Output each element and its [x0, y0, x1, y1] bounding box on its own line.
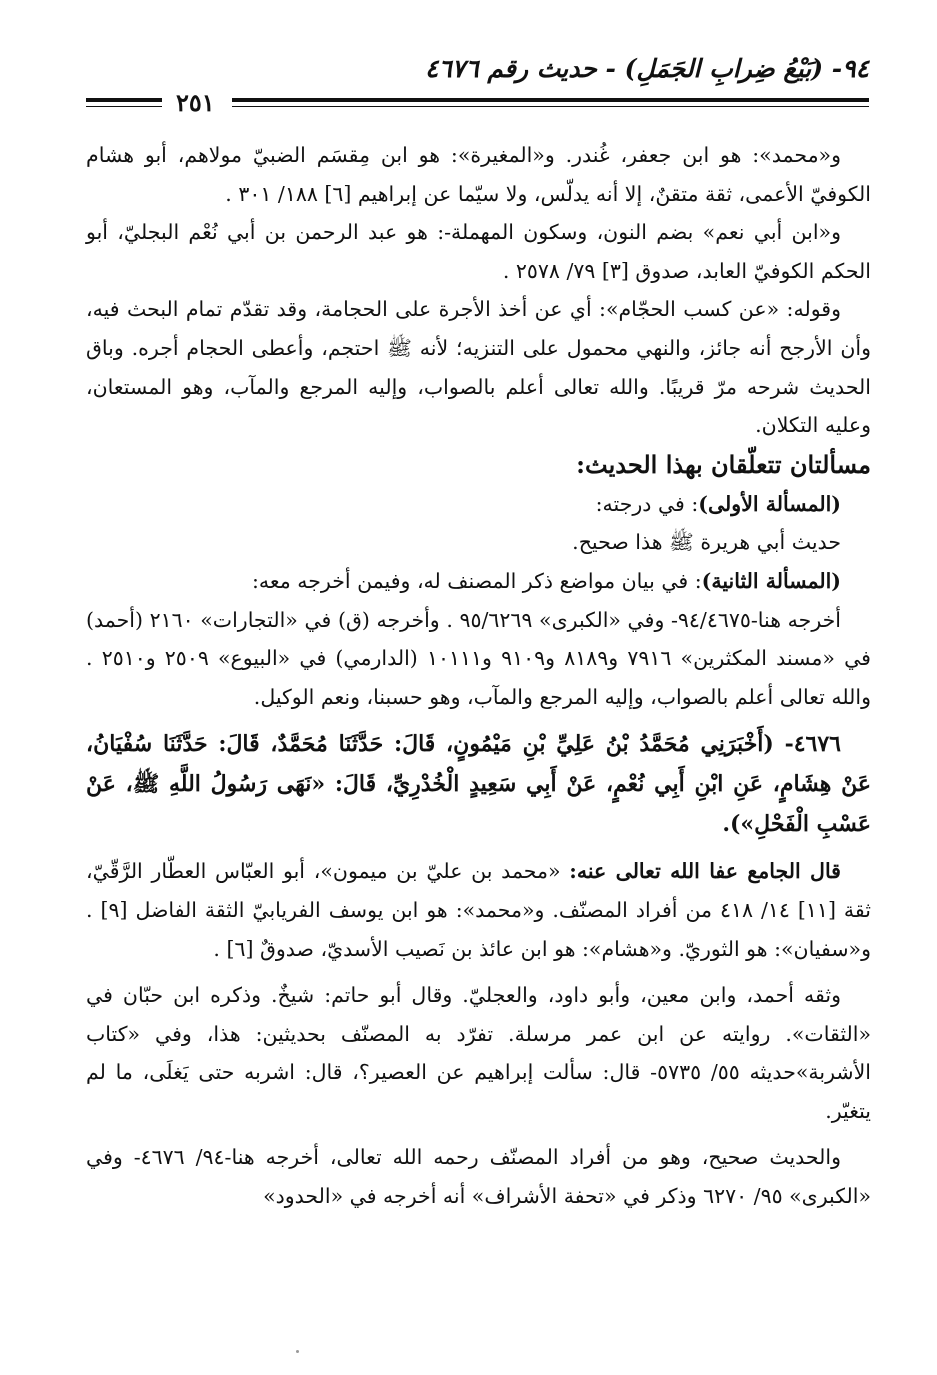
section-heading: مسألتان تتعلّقان بهذا الحديث:: [576, 449, 871, 479]
header-rule-left-thin: [86, 106, 162, 107]
question-two-rest: : في بيان مواضع ذكر المصنف له، وفيمن أخرجه معه:: [251, 568, 702, 593]
scan-speck: [296, 1350, 299, 1353]
jami-commentary: [86, 852, 871, 968]
running-title: ٩٤- (بَيْعُ ضِرابِ الجَمَلِ) - حديث رقم ٤٦٧٦: [424, 54, 869, 83]
question-one-line: [86, 485, 871, 524]
hadith-text: ٤٦٧٦- (أَخْبَرَنِي مُحَمَّدُ بْنُ عَلِيِّ بْنِ مَيْمُونٍ، قَالَ: حَدَّثَنَا مُحَمَّدٌ، قَالَ: حَدَّثَنَا سُفْيَانُ، عَنْ هِشَامٍ، عَنِ ابْنِ أَبِي نُعْمٍ، عَنْ أَبِي سَعِيدٍ الْخُدْرِيِّ، قَالَ: «نَهَى رَسُولُ اللَّهِ ﷺ، عَنْ عَسْبِ الْفَحْلِ»).: [86, 731, 871, 838]
paragraph-kasb-alhajjam: وقوله: «عن كسب الحجّام»: أي عن أخذ الأجرة على الحجامة، وقد تقدّم تمام البحث فيه، وأن الأرجح أنه جائز، والنهي محمول على التنزيه؛ لأنه ﷺ احتجم، وأعطى الحجام أجره. وباق الحديث شرحه مرّ قريبًا. والله تعالى أعلم بالصواب، وإليه المرجع والمآب، وهو المستعان، وعليه التكلان.: [86, 297, 871, 438]
paragraph-ibn-abi-num: و«ابن أبي نعم» بضم النون، وسكون المهملة-: هو عبد الرحمن بن أبي نُعْم البجليّ، أبو الحكم الكوفيّ العابد، صدوق [٣] ٧٩/ ٢٥٧٨ .: [86, 220, 871, 283]
jami-label: قال الجامع عفا الله تعالى عنه:: [569, 859, 841, 884]
page-header: [86, 48, 869, 117]
header-rule-left-thick: [86, 98, 162, 102]
header-rule-thick: [232, 98, 869, 102]
page-number: ٢٥١: [168, 90, 223, 116]
question-two-text: أخرجه هنا-٩٤/٤٦٧٥- وفي «الكبرى» ٩٥/٦٢٦٩ . وأخرجه (ق) في «التجارات» ٢١٦٠ (أحمد) في «مسند المكثرين» ٧٩١٦ و٨١٨٩ و٩١٠٩ و١٠١١١ (الدارمي) في «البيوع» ٢٥٠٩ و٢٥١٠ . والله تعالى أعلم بالصواب، وإليه المرجع والمآب، وهو حسبنا، ونعم الوكيل.: [86, 607, 871, 709]
header-rule-thin: [232, 106, 869, 107]
question-two-line: [86, 562, 871, 601]
question-two-label: (المسألة الثانية): [701, 568, 841, 593]
paragraph-tawthiq: وثقه أحمد، وابن معين، وأبو داود، والعجليّ. وقال أبو حاتم: شيخٌ. وذكره ابن حبّان في «الثقات». روايته عن ابن عمر مرسلة. تفرّد به المصنّف بحديثين: هذا، وفي «كتاب الأشربة»حديثه ٥٥/ ٥٧٣٥- قال: سألت إبراهيم عن العصير؟، قال: اشربه حتى يَغلَى، ما لم يتغيّر.: [86, 983, 871, 1123]
jami-text: «محمد بن عليّ بن ميمون»، أبو العبّاس العطّار الرَّقّيّ، ثقة [١١] ١٤/ ٤١٨ من أفراد المصنّف. و«محمد»: هو ابن يوسف الفريابيّ الثقة الفاضل [٩] . و«سفيان»: هو الثوريّ. و«هشام»: هو ابن عائذ بن نَصيب الأسديّ، صدوقٌ [٦] .: [86, 859, 871, 961]
paragraph-takhrij: والحديث صحيح، وهو من أفراد المصنّف رحمه الله تعالى، أخرجه هنا-٩٤/ ٤٦٧٦- وفي «الكبرى» ٩٥/ ٦٢٧٠ وذكر في «تحفة الأشراف» أنه أخرجه في «الحدود»: [86, 1145, 871, 1209]
question-one-label: (المسألة الأولى): [698, 491, 841, 516]
paragraph-muhammad: و«محمد»: هو ابن جعفر، غُندر. و«المغيرة»: هو ابن مِقسَم الضبيّ مولاهم، أبو هشام الكوفيّ الأعمى، ثقة متقنٌ، إلا أنه يدلّس، ولا سيّما عن إبراهيم [٦] ١٨٨/ ٣٠١ .: [86, 143, 871, 206]
question-one-text: حديث أبي هريرة ﷺ هذا صحيح.: [572, 530, 841, 555]
page-body: [86, 136, 871, 1216]
question-one-rest: : في درجته:: [595, 491, 699, 516]
